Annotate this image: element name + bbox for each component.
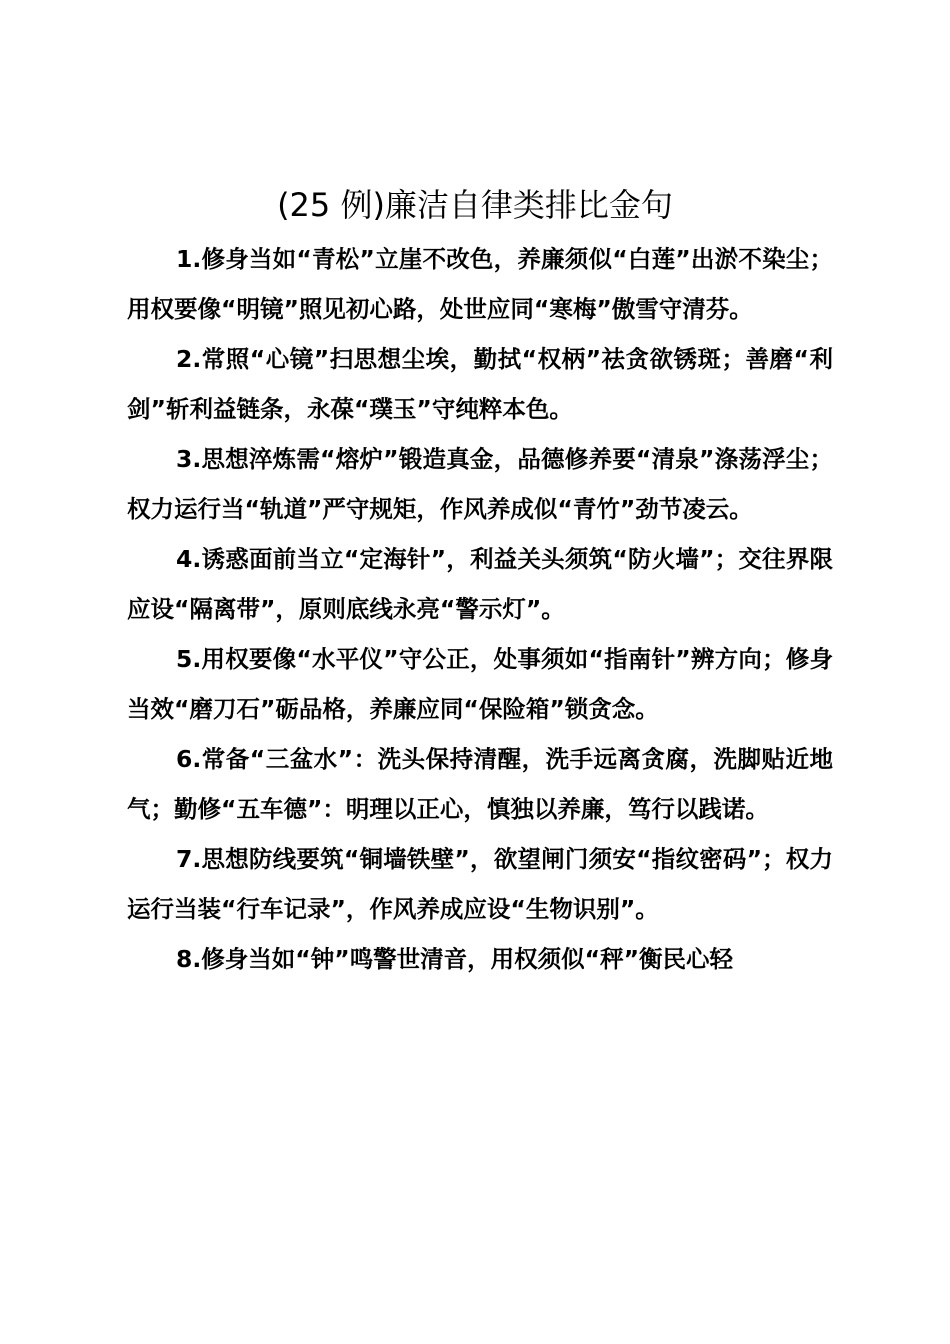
document-body [127, 234, 833, 984]
list-item: 8.修身当如“钟”鸣警世清音，用权须似“秤”衡民心轻 [176, 945, 734, 973]
list-item: 3.思想淬炼需“熔炉”锻造真金，品德修养要“清泉”涤荡浮尘；权力运行当“轨道”严守规矩，作风养成似“青竹”劲节凌云。 [127, 445, 833, 523]
list-item: 1.修身当如“青松”立崖不改色，养廉须似“白莲”出淤不染尘；用权要像“明镜”照见初心路，处世应同“寒梅”傲雪守清芬。 [127, 245, 833, 323]
list-item: 4.诱惑面前当立“定海针”，利益关头须筑“防火墙”；交往界限应设“隔离带”，原则底线永亮“警示灯”。 [127, 545, 833, 623]
list-item: 2.常照“心镜”扫思想尘埃，勤拭“权柄”祛贪欲锈斑；善磨“利剑”斩利益链条，永葆“璞玉”守纯粹本色。 [127, 345, 833, 423]
list-item: 6.常备“三盆水”：洗头保持清醒，洗手远离贪腐，洗脚贴近地气；勤修“五车德”：明理以正心，慎独以养廉，笃行以践诺。 [127, 745, 833, 823]
document-title: (25 例)廉洁自律类排比金句 [277, 186, 673, 224]
list-item: 7.思想防线要筑“铜墙铁壁”，欲望闸门须安“指纹密码”；权力运行当装“行车记录”，作风养成应设“生物识别”。 [127, 845, 833, 923]
list-item: 5.用权要像“水平仪”守公正，处事须如“指南针”辨方向；修身当效“磨刀石”砺品格，养廉应同“保险箱”锁贪念。 [127, 645, 833, 723]
